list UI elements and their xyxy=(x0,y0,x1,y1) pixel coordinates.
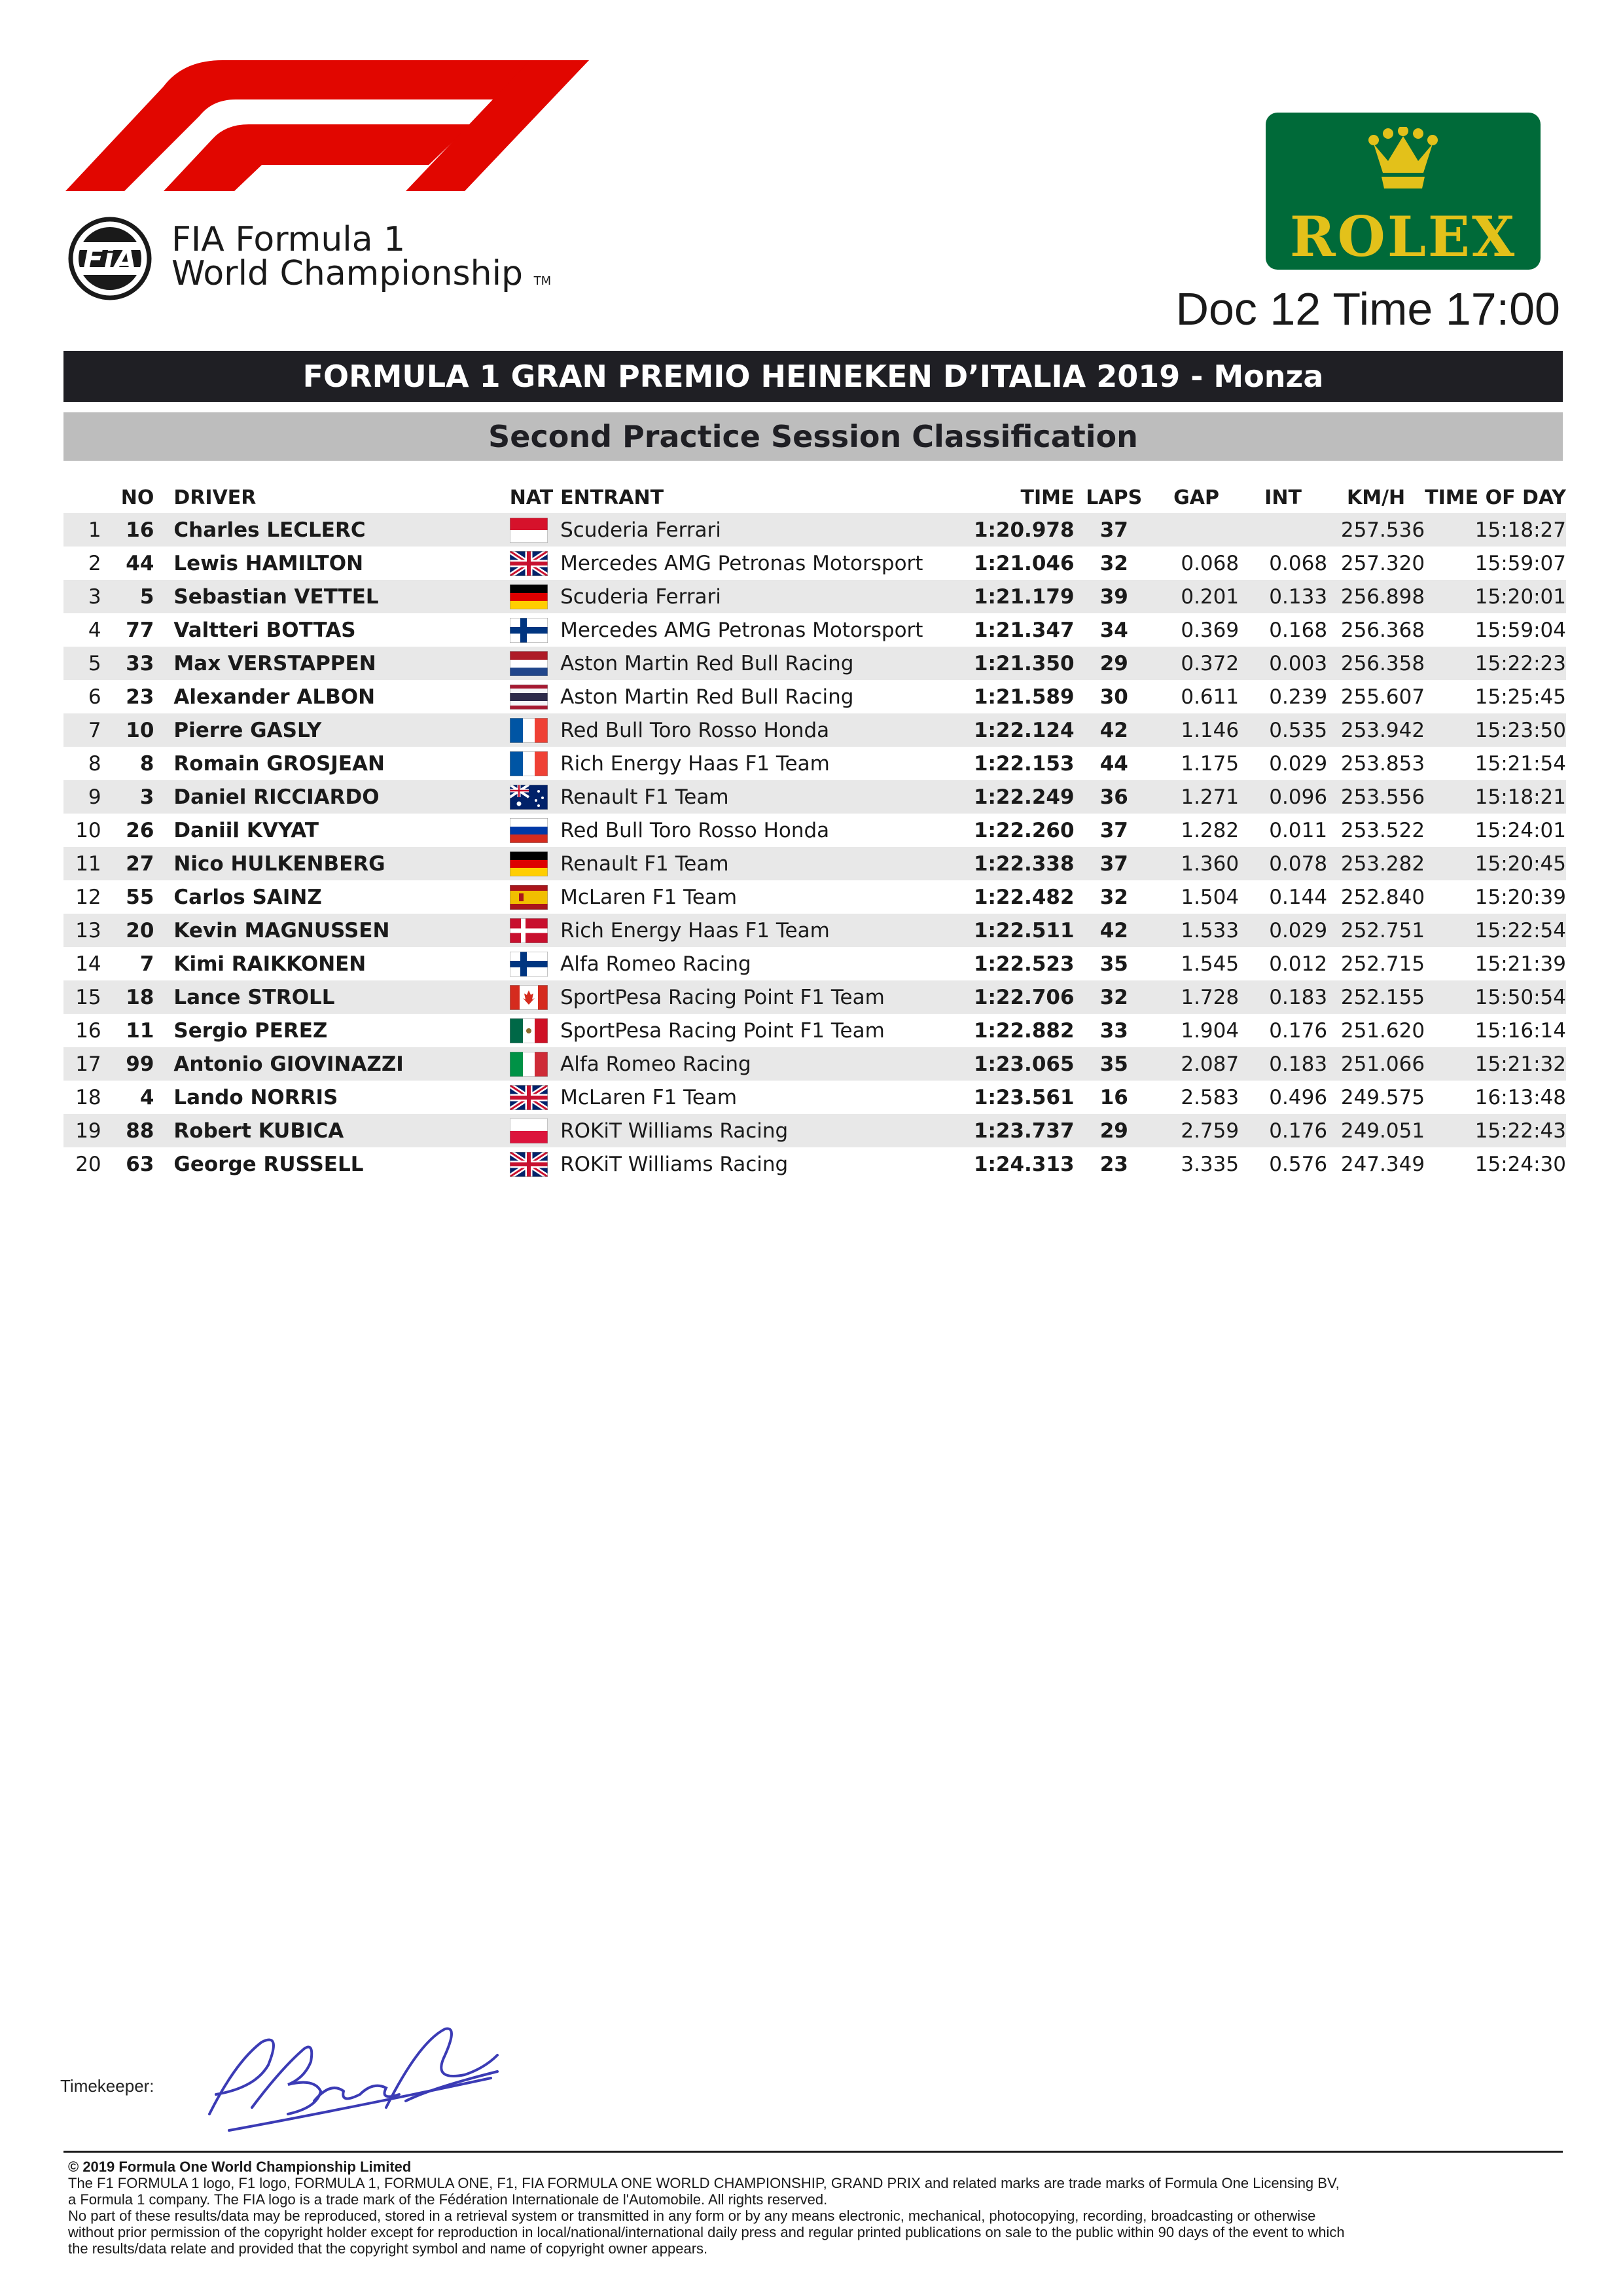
flag-fra-icon xyxy=(510,751,548,776)
cell-time-of-day: 15:22:23 xyxy=(1474,651,1566,675)
cell-nationality-flag xyxy=(510,713,560,747)
cell-laps: 32 xyxy=(1099,551,1128,575)
cell-interval xyxy=(1239,513,1327,547)
table-row xyxy=(63,1147,1566,1181)
cell-nationality-flag xyxy=(510,947,560,980)
cell-interval: 0.183 xyxy=(1269,1052,1328,1076)
timekeeper-signature xyxy=(190,2003,504,2134)
flag-ita-icon xyxy=(510,1052,548,1077)
cell-gap: 1.533 xyxy=(1181,918,1240,942)
cell-lap-time: 1:21.179 xyxy=(973,584,1075,609)
footer-line: the results/data relate and provided that the copyright symbol and name of copyright owner appears. xyxy=(68,2240,708,2257)
flag-pol-icon xyxy=(510,1119,548,1143)
cell-lap-time: 1:22.882 xyxy=(973,1018,1075,1043)
table-row xyxy=(63,880,1566,914)
cell-time-of-day: 15:16:14 xyxy=(1474,1018,1566,1043)
cell-speed-kmh: 252.155 xyxy=(1340,985,1425,1009)
cell-entrant: Alfa Romeo Racing xyxy=(560,1052,751,1076)
cell-speed-kmh: 253.853 xyxy=(1340,751,1425,776)
col-time: TIME xyxy=(1020,486,1075,509)
timekeeper-label: Timekeeper: xyxy=(60,2076,154,2096)
cell-interval: 0.183 xyxy=(1269,985,1328,1009)
table-row xyxy=(63,814,1566,847)
cell-entrant: Scuderia Ferrari xyxy=(560,584,721,609)
cell-entrant: Alfa Romeo Racing xyxy=(560,952,751,976)
cell-interval: 0.068 xyxy=(1269,551,1328,575)
flag-ger-icon xyxy=(510,852,548,876)
table-row xyxy=(63,1014,1566,1047)
cell-nationality-flag xyxy=(510,613,560,647)
cell-nationality-flag xyxy=(510,647,560,680)
cell-car-number: 63 xyxy=(126,1152,154,1176)
cell-time-of-day: 15:59:04 xyxy=(1474,618,1566,642)
cell-car-number: 77 xyxy=(126,618,154,642)
cell-laps: 34 xyxy=(1099,618,1128,642)
cell-gap: 0.369 xyxy=(1181,618,1240,642)
cell-lap-time: 1:21.347 xyxy=(973,618,1075,642)
cell-time-of-day: 15:18:27 xyxy=(1474,518,1566,542)
cell-lap-time: 1:22.249 xyxy=(973,785,1075,809)
cell-time-of-day: 16:13:48 xyxy=(1474,1085,1566,1109)
cell-driver: Daniel RICCIARDO xyxy=(173,785,380,809)
cell-entrant: ROKiT Williams Racing xyxy=(560,1152,789,1176)
cell-gap: 0.201 xyxy=(1181,584,1240,609)
cell-driver: Lewis HAMILTON xyxy=(173,551,364,575)
cell-driver: Robert KUBICA xyxy=(173,1119,344,1143)
cell-position: 11 xyxy=(75,852,101,876)
cell-gap: 2.087 xyxy=(1181,1052,1240,1076)
cell-speed-kmh: 247.349 xyxy=(1340,1152,1425,1176)
flag-gbr-icon xyxy=(510,551,548,576)
cell-speed-kmh: 255.607 xyxy=(1340,685,1425,709)
cell-nationality-flag xyxy=(510,814,560,847)
cell-position: 18 xyxy=(75,1085,101,1109)
cell-car-number: 8 xyxy=(139,751,154,776)
cell-speed-kmh: 256.358 xyxy=(1340,651,1425,675)
cell-position: 10 xyxy=(75,818,101,842)
footer-line: The F1 FORMULA 1 logo, F1 logo, FORMULA 1, FORMULA ONE, F1, FIA FORMULA ONE WORLD CHAMPIONSHIP, GRAND PRIX and related marks are trade marks of Formula One Licensing BV, xyxy=(68,2175,1340,2191)
cell-laps: 33 xyxy=(1099,1018,1128,1043)
event-title: FORMULA 1 GRAN PREMIO HEINEKEN D’ITALIA 2019 - Monza xyxy=(63,351,1563,402)
cell-entrant: Mercedes AMG Petronas Motorsport xyxy=(560,551,923,575)
flag-aus-icon xyxy=(510,785,548,810)
cell-laps: 36 xyxy=(1099,785,1128,809)
cell-car-number: 5 xyxy=(139,584,154,609)
cell-lap-time: 1:22.153 xyxy=(973,751,1075,776)
cell-interval: 0.176 xyxy=(1269,1119,1328,1143)
table-row xyxy=(63,947,1566,980)
cell-gap: 1.282 xyxy=(1181,818,1240,842)
table-row xyxy=(63,747,1566,780)
cell-car-number: 88 xyxy=(126,1119,154,1143)
table-row xyxy=(63,713,1566,747)
table-body xyxy=(63,513,1566,1181)
col-nat: NAT xyxy=(509,486,554,509)
cell-car-number: 99 xyxy=(126,1052,154,1076)
cell-lap-time: 1:22.124 xyxy=(973,718,1075,742)
table-row xyxy=(63,847,1566,880)
cell-time-of-day: 15:24:01 xyxy=(1474,818,1566,842)
cell-time-of-day: 15:20:39 xyxy=(1474,885,1566,909)
cell-entrant: Renault F1 Team xyxy=(560,852,729,876)
cell-lap-time: 1:22.523 xyxy=(973,952,1075,976)
cell-gap: 1.360 xyxy=(1181,852,1240,876)
cell-laps: 23 xyxy=(1099,1152,1128,1176)
fia-text-line1: FIA Formula 1 xyxy=(171,220,406,259)
cell-position: 14 xyxy=(75,952,101,976)
fia-wordmark xyxy=(171,220,552,298)
cell-driver: George RUSSELL xyxy=(173,1152,364,1176)
cell-gap xyxy=(1154,513,1239,547)
flag-mex-icon xyxy=(510,1018,548,1043)
col-laps: LAPS xyxy=(1086,486,1143,509)
cell-car-number: 3 xyxy=(139,785,154,809)
cell-speed-kmh: 256.368 xyxy=(1340,618,1425,642)
cell-interval: 0.535 xyxy=(1269,718,1328,742)
flag-den-icon xyxy=(510,918,548,943)
cell-laps: 29 xyxy=(1099,651,1128,675)
cell-driver: Alexander ALBON xyxy=(173,685,376,709)
cell-car-number: 26 xyxy=(126,818,154,842)
table-row xyxy=(63,1081,1566,1114)
cell-lap-time: 1:22.260 xyxy=(973,818,1075,842)
table-row xyxy=(63,580,1566,613)
cell-nationality-flag xyxy=(510,513,560,547)
cell-lap-time: 1:21.046 xyxy=(973,551,1075,575)
cell-entrant: Aston Martin Red Bull Racing xyxy=(560,651,854,675)
cell-gap: 3.335 xyxy=(1181,1152,1240,1176)
cell-entrant: Rich Energy Haas F1 Team xyxy=(560,751,830,776)
cell-position: 6 xyxy=(88,685,101,709)
cell-position: 3 xyxy=(88,584,101,609)
cell-gap: 0.372 xyxy=(1181,651,1240,675)
cell-entrant: Red Bull Toro Rosso Honda xyxy=(560,818,830,842)
cell-interval: 0.029 xyxy=(1269,918,1328,942)
cell-position: 1 xyxy=(88,518,101,542)
cell-driver: Kimi RAIKKONEN xyxy=(173,952,366,976)
cell-speed-kmh: 253.522 xyxy=(1340,818,1425,842)
rolex-wordmark: ROLEX xyxy=(1289,204,1517,269)
footer-divider xyxy=(63,2151,1563,2153)
col-time-of-day: TIME OF DAY xyxy=(1425,486,1566,509)
fia-text-line2: World Championship xyxy=(171,254,524,293)
cell-driver: Valtteri BOTTAS xyxy=(173,618,356,642)
footer xyxy=(68,2159,1567,2257)
col-driver: DRIVER xyxy=(173,486,257,509)
cell-laps: 30 xyxy=(1099,685,1128,709)
footer-line: without prior permission of the copyright holder except for reproduction in local/national/international daily press and regular printed publications on sale to the public within 90 days of the event to which xyxy=(68,2224,1345,2240)
cell-position: 19 xyxy=(75,1119,101,1143)
cell-interval: 0.029 xyxy=(1269,751,1328,776)
cell-nationality-flag xyxy=(510,780,560,814)
cell-position: 12 xyxy=(75,885,101,909)
footer-copyright: © 2019 Formula One World Championship Limited xyxy=(68,2159,412,2175)
cell-entrant: McLaren F1 Team xyxy=(560,885,738,909)
cell-laps: 32 xyxy=(1099,885,1128,909)
flag-rus-icon xyxy=(510,818,548,843)
cell-driver: Romain GROSJEAN xyxy=(173,751,385,776)
cell-interval: 0.011 xyxy=(1269,818,1328,842)
cell-lap-time: 1:21.350 xyxy=(973,651,1075,675)
cell-car-number: 55 xyxy=(126,885,154,909)
cell-time-of-day: 15:20:45 xyxy=(1474,852,1566,876)
cell-nationality-flag xyxy=(510,1147,560,1181)
cell-gap: 1.504 xyxy=(1181,885,1240,909)
col-int: INT xyxy=(1264,486,1302,509)
cell-interval: 0.168 xyxy=(1269,618,1328,642)
cell-gap: 2.759 xyxy=(1181,1119,1240,1143)
flag-gbr-icon xyxy=(510,1152,548,1177)
cell-gap: 2.583 xyxy=(1181,1085,1240,1109)
cell-lap-time: 1:21.589 xyxy=(973,685,1075,709)
table-row xyxy=(63,780,1566,814)
cell-car-number: 4 xyxy=(139,1085,154,1109)
col-no: NO xyxy=(120,486,154,509)
cell-time-of-day: 15:18:21 xyxy=(1474,785,1566,809)
cell-entrant: Mercedes AMG Petronas Motorsport xyxy=(560,618,923,642)
fia-tm: TM xyxy=(533,274,552,288)
cell-time-of-day: 15:23:50 xyxy=(1474,718,1566,742)
cell-speed-kmh: 251.620 xyxy=(1340,1018,1425,1043)
cell-lap-time: 1:23.737 xyxy=(973,1119,1075,1143)
flag-fin-icon xyxy=(510,952,548,977)
cell-laps: 16 xyxy=(1099,1085,1128,1109)
cell-interval: 0.176 xyxy=(1269,1018,1328,1043)
cell-gap: 1.175 xyxy=(1181,751,1240,776)
cell-time-of-day: 15:50:54 xyxy=(1474,985,1566,1009)
cell-entrant: Rich Energy Haas F1 Team xyxy=(560,918,830,942)
cell-lap-time: 1:23.065 xyxy=(973,1052,1075,1076)
table-row xyxy=(63,1114,1566,1147)
cell-nationality-flag xyxy=(510,747,560,780)
cell-laps: 32 xyxy=(1099,985,1128,1009)
flag-ned-icon xyxy=(510,651,548,676)
cell-nationality-flag xyxy=(510,1014,560,1047)
cell-speed-kmh: 257.536 xyxy=(1340,518,1425,542)
cell-interval: 0.144 xyxy=(1269,885,1328,909)
cell-interval: 0.133 xyxy=(1269,584,1328,609)
table-row xyxy=(63,613,1566,647)
flag-fra-icon xyxy=(510,718,548,743)
cell-driver: Lando NORRIS xyxy=(173,1085,338,1109)
cell-time-of-day: 15:21:39 xyxy=(1474,952,1566,976)
cell-position: 16 xyxy=(75,1018,101,1043)
cell-driver: Pierre GASLY xyxy=(173,718,322,742)
cell-car-number: 18 xyxy=(126,985,154,1009)
cell-car-number: 33 xyxy=(126,651,154,675)
cell-speed-kmh: 249.051 xyxy=(1340,1119,1425,1143)
fia-logo xyxy=(65,216,164,301)
cell-gap: 0.611 xyxy=(1181,685,1240,709)
cell-laps: 35 xyxy=(1099,952,1128,976)
crown-icon xyxy=(1367,127,1439,192)
cell-position: 2 xyxy=(88,551,101,575)
cell-lap-time: 1:22.482 xyxy=(973,885,1075,909)
cell-speed-kmh: 249.575 xyxy=(1340,1085,1425,1109)
cell-position: 7 xyxy=(88,718,101,742)
cell-position: 8 xyxy=(88,751,101,776)
flag-mon-icon xyxy=(510,518,548,543)
cell-driver: Sergio PEREZ xyxy=(173,1018,328,1043)
footer-line: a Formula 1 company. The FIA logo is a trade mark of the Fédération Internationale de l'Automobile. All rights reserved. xyxy=(68,2191,828,2208)
cell-interval: 0.003 xyxy=(1269,651,1328,675)
table-row xyxy=(63,980,1566,1014)
cell-time-of-day: 15:22:43 xyxy=(1474,1119,1566,1143)
cell-laps: 37 xyxy=(1099,818,1128,842)
cell-driver: Sebastian VETTEL xyxy=(173,584,379,609)
cell-lap-time: 1:23.561 xyxy=(973,1085,1075,1109)
col-kmh: KM/H xyxy=(1346,486,1406,509)
cell-car-number: 20 xyxy=(126,918,154,942)
cell-entrant: McLaren F1 Team xyxy=(560,1085,738,1109)
cell-interval: 0.239 xyxy=(1269,685,1328,709)
cell-position: 9 xyxy=(88,785,101,809)
flag-gbr-icon xyxy=(510,1085,548,1110)
table-row xyxy=(63,647,1566,680)
cell-gap: 1.728 xyxy=(1181,985,1240,1009)
cell-time-of-day: 15:20:01 xyxy=(1474,584,1566,609)
cell-driver: Max VERSTAPPEN xyxy=(173,651,376,675)
cell-nationality-flag xyxy=(510,1114,560,1147)
cell-speed-kmh: 253.942 xyxy=(1340,718,1425,742)
cell-speed-kmh: 251.066 xyxy=(1340,1052,1425,1076)
session-title: Second Practice Session Classification xyxy=(63,412,1563,461)
cell-entrant: Red Bull Toro Rosso Honda xyxy=(560,718,830,742)
cell-position: 17 xyxy=(75,1052,101,1076)
table-row xyxy=(63,680,1566,713)
cell-entrant: Scuderia Ferrari xyxy=(560,518,721,542)
cell-car-number: 11 xyxy=(126,1018,154,1043)
cell-interval: 0.078 xyxy=(1269,852,1328,876)
cell-lap-time: 1:20.978 xyxy=(973,518,1075,542)
cell-speed-kmh: 252.751 xyxy=(1340,918,1425,942)
cell-nationality-flag xyxy=(510,547,560,580)
cell-gap: 1.271 xyxy=(1181,785,1240,809)
cell-gap: 1.904 xyxy=(1181,1018,1240,1043)
cell-speed-kmh: 256.898 xyxy=(1340,584,1425,609)
cell-entrant: Renault F1 Team xyxy=(560,785,729,809)
cell-nationality-flag xyxy=(510,980,560,1014)
cell-nationality-flag xyxy=(510,680,560,713)
cell-nationality-flag xyxy=(510,1047,560,1081)
cell-nationality-flag xyxy=(510,1081,560,1114)
flag-fin-icon xyxy=(510,618,548,643)
cell-entrant: Aston Martin Red Bull Racing xyxy=(560,685,854,709)
cell-driver: Charles LECLERC xyxy=(173,518,366,542)
cell-laps: 39 xyxy=(1099,584,1128,609)
cell-car-number: 27 xyxy=(126,852,154,876)
cell-time-of-day: 15:21:32 xyxy=(1474,1052,1566,1076)
cell-speed-kmh: 253.556 xyxy=(1340,785,1425,809)
col-entrant: ENTRANT xyxy=(560,486,664,509)
cell-interval: 0.496 xyxy=(1269,1085,1328,1109)
svg-text:FiA: FiA xyxy=(82,242,137,277)
cell-laps: 29 xyxy=(1099,1119,1128,1143)
cell-car-number: 10 xyxy=(126,718,154,742)
cell-driver: Lance STROLL xyxy=(173,985,335,1009)
cell-car-number: 23 xyxy=(126,685,154,709)
cell-speed-kmh: 257.320 xyxy=(1340,551,1425,575)
doc-time: Doc 12 Time 17:00 xyxy=(1175,283,1560,334)
cell-lap-time: 1:22.706 xyxy=(973,985,1075,1009)
cell-time-of-day: 15:22:54 xyxy=(1474,918,1566,942)
cell-lap-time: 1:22.338 xyxy=(973,852,1075,876)
cell-driver: Carlos SAINZ xyxy=(173,885,322,909)
classification-table xyxy=(63,482,1566,1181)
table-header-row xyxy=(63,482,1566,513)
cell-nationality-flag xyxy=(510,847,560,880)
flag-tha-icon xyxy=(510,685,548,709)
table-row xyxy=(63,914,1566,947)
cell-interval: 0.096 xyxy=(1269,785,1328,809)
cell-speed-kmh: 253.282 xyxy=(1340,852,1425,876)
cell-time-of-day: 15:24:30 xyxy=(1474,1152,1566,1176)
cell-car-number: 16 xyxy=(126,518,154,542)
cell-driver: Kevin MAGNUSSEN xyxy=(173,918,390,942)
cell-lap-time: 1:24.313 xyxy=(973,1152,1075,1176)
cell-laps: 37 xyxy=(1099,518,1128,542)
col-pos xyxy=(63,482,101,513)
cell-position: 20 xyxy=(75,1152,101,1176)
cell-driver: Nico HULKENBERG xyxy=(173,852,385,876)
cell-laps: 42 xyxy=(1099,918,1128,942)
cell-speed-kmh: 252.840 xyxy=(1340,885,1425,909)
cell-time-of-day: 15:21:54 xyxy=(1474,751,1566,776)
cell-car-number: 7 xyxy=(139,952,154,976)
cell-laps: 37 xyxy=(1099,852,1128,876)
cell-driver: Antonio GIOVINAZZI xyxy=(173,1052,404,1076)
cell-position: 13 xyxy=(75,918,101,942)
cell-laps: 42 xyxy=(1099,718,1128,742)
cell-nationality-flag xyxy=(510,914,560,947)
f1-logo xyxy=(65,60,589,191)
cell-laps: 35 xyxy=(1099,1052,1128,1076)
cell-interval: 0.012 xyxy=(1269,952,1328,976)
cell-position: 15 xyxy=(75,985,101,1009)
cell-position: 4 xyxy=(88,618,101,642)
cell-nationality-flag xyxy=(510,580,560,613)
cell-entrant: ROKiT Williams Racing xyxy=(560,1119,789,1143)
cell-speed-kmh: 252.715 xyxy=(1340,952,1425,976)
table-row xyxy=(63,1047,1566,1081)
cell-driver: Daniil KVYAT xyxy=(173,818,319,842)
cell-entrant: SportPesa Racing Point F1 Team xyxy=(560,1018,885,1043)
rolex-logo xyxy=(1266,113,1541,270)
cell-interval: 0.576 xyxy=(1269,1152,1328,1176)
cell-time-of-day: 15:25:45 xyxy=(1474,685,1566,709)
cell-lap-time: 1:22.511 xyxy=(973,918,1075,942)
cell-gap: 0.068 xyxy=(1181,551,1240,575)
flag-can-icon xyxy=(510,985,548,1010)
cell-gap: 1.545 xyxy=(1181,952,1240,976)
flag-ger-icon xyxy=(510,584,548,609)
flag-esp-icon xyxy=(510,885,548,910)
cell-time-of-day: 15:59:07 xyxy=(1474,551,1566,575)
table-row xyxy=(63,513,1566,547)
cell-car-number: 44 xyxy=(126,551,154,575)
cell-gap: 1.146 xyxy=(1181,718,1240,742)
footer-line: No part of these results/data may be reproduced, stored in a retrieval system or transmitted in any form or by any means electronic, mechanical, photocopying, recording, broadcasting or otherwise xyxy=(68,2208,1316,2224)
cell-laps: 44 xyxy=(1099,751,1128,776)
cell-entrant: SportPesa Racing Point F1 Team xyxy=(560,985,885,1009)
table-row xyxy=(63,547,1566,580)
col-gap: GAP xyxy=(1173,486,1219,509)
cell-nationality-flag xyxy=(510,880,560,914)
cell-position: 5 xyxy=(88,651,101,675)
